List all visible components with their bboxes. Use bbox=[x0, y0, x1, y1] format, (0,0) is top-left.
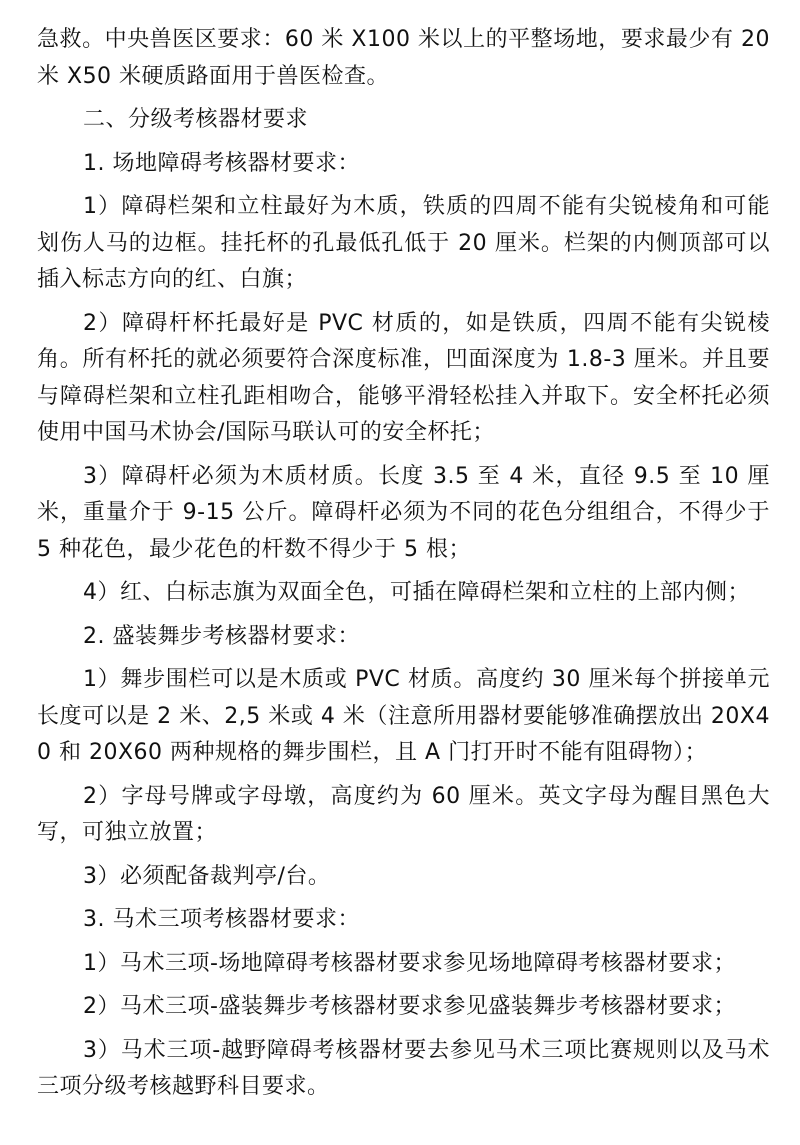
paragraph-jumping-item-2: 2）障碍杆杯托最好是 PVC 材质的，如是铁质，四周不能有尖锐棱角。所有杯托的就必须要符合深度标准，凹面深度为 1.8-3 厘米。并且要与障碍栏架和立柱孔距相吻合，能够平滑轻松挂入并取下。安全杯托必须使用中国马术协会/国际马联认可的安全杯托； bbox=[37, 310, 770, 445]
paragraph-dressage-item-1: 1）舞步围栏可以是木质或 PVC 材质。高度约 30 厘米每个拼接单元长度可以是 2 米、2,5 米或 4 米（注意所用器材要能够准确摆放出 20X40 和 20X60 两种规格的舞步围栏，且 A 门打开时不能有阻碍物）； bbox=[37, 667, 770, 765]
paragraph-venue-vet-area: 急救。中央兽医区要求：60 米 X100 米以上的平整场地，要求最少有 20 米 X50 米硬质路面用于兽医检查。 bbox=[37, 27, 770, 89]
paragraph-jumping-item-1: 1）障碍栏架和立柱最好为木质，铁质的四周不能有尖锐棱角和可能划伤人马的边框。挂托杯的孔最低孔低于 20 厘米。栏架的内侧顶部可以插入标志方向的红、白旗； bbox=[37, 194, 770, 292]
paragraph-dressage-item-3: 3）必须配备裁判亭/台。 bbox=[83, 863, 331, 889]
paragraph-eventing-item-3: 3）马术三项-越野障碍考核器材要去参见马术三项比赛规则以及马术三项分级考核越野科目要求。 bbox=[37, 1037, 770, 1099]
paragraph-jumping-item-3: 3）障碍杆必须为木质材质。长度 3.5 至 4 米，直径 9.5 至 10 厘米，重量介于 9-15 公斤。障碍杆必须为不同的花色分组组合，不得少于 5 种花色，最少花色的杆数不得少于 5 根； bbox=[37, 463, 770, 562]
heading-section-two: 二、分级考核器材要求 bbox=[83, 107, 309, 132]
paragraph-jumping-item-4: 4）红、白标志旗为双面全色，可插在障碍栏架和立柱的上部内侧； bbox=[83, 580, 750, 605]
heading-eventing-equipment: 3. 马术三项考核器材要求： bbox=[83, 907, 360, 932]
paragraph-dressage-item-2: 2）字母号牌或字母墩，高度约为 60 厘米。英文字母为醒目黑色大写，可独立放置； bbox=[37, 783, 770, 845]
document-page bbox=[37, 0, 770, 1106]
paragraph-eventing-item-1: 1）马术三项-场地障碍考核器材要求参见场地障碍考核器材要求； bbox=[83, 950, 736, 976]
heading-jumping-equipment: 1. 场地障碍考核器材要求： bbox=[83, 150, 360, 176]
heading-dressage-equipment: 2. 盛装舞步考核器材要求： bbox=[83, 623, 360, 649]
paragraph-eventing-item-2: 2）马术三项-盛装舞步考核器材要求参见盛装舞步考核器材要求； bbox=[83, 994, 736, 1019]
